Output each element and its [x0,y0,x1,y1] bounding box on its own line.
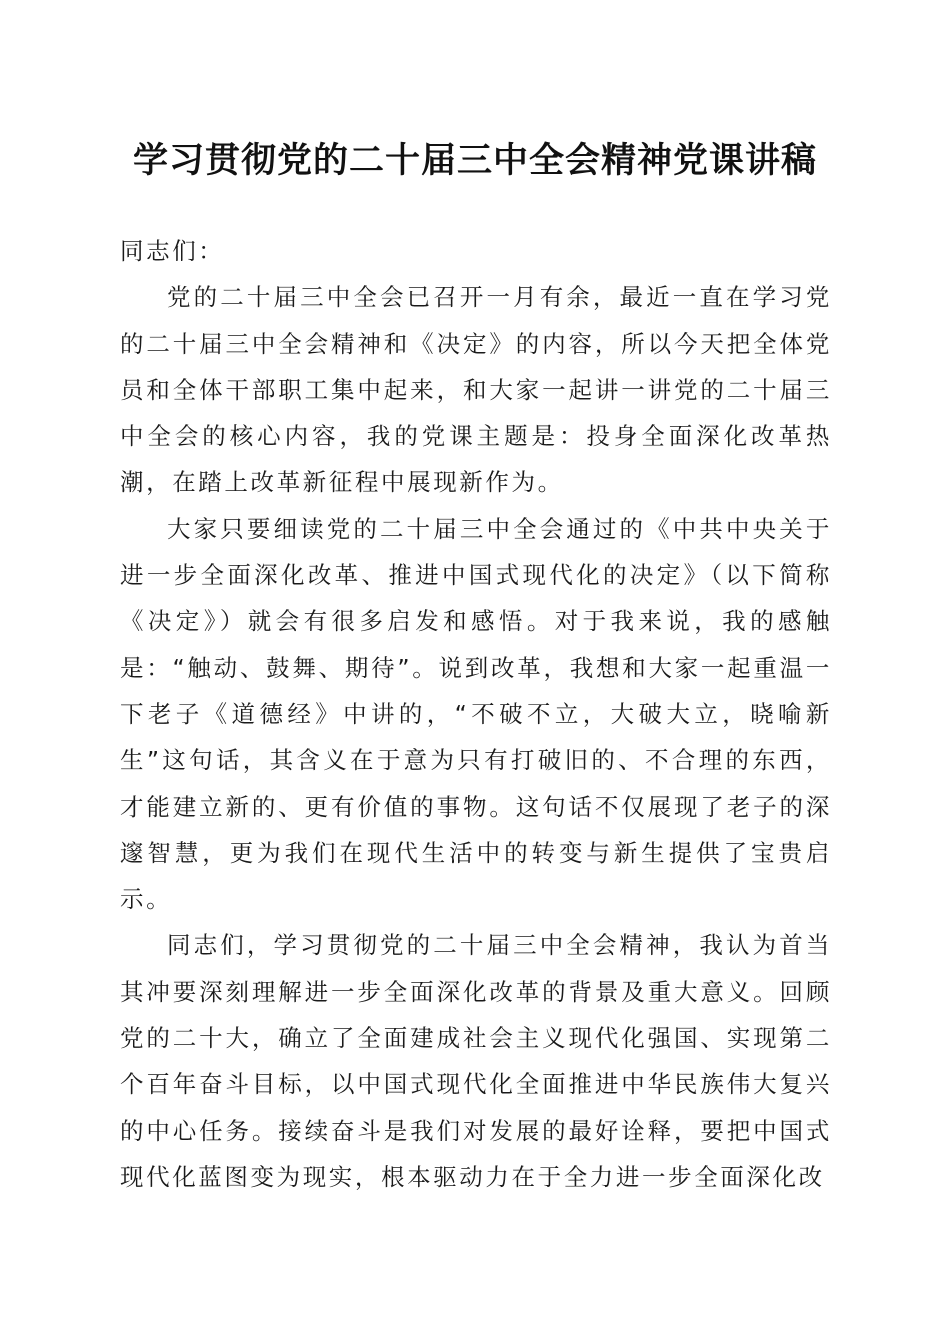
document-body [120,228,832,1200]
paragraph-2: 大家只要细读党的二十届三中全会通过的《中共中央关于进一步全面深化改革、推进中国式现代化的决定》（以下简称《决定》）就会有很多启发和感悟。对于我来说，我的感触是：“触动、鼓舞、期待”。说到改革，我想和大家一起重温一下老子《道德经》中讲的，“不破不立，大破大立，晓喻新生”这句话，其含义在于意为只有打破旧的、不合理的东西，才能建立新的、更有价值的事物。这句话不仅展现了老子的深邃智慧，更为我们在现代生活中的转变与新生提供了宝贵启示。 [120,514,832,914]
paragraph-3: 同志们，学习贯彻党的二十届三中全会精神，我认为首当其冲要深刻理解进一步全面深化改革的背景及重大意义。回顾党的二十大，确立了全面建成社会主义现代化强国、实现第二个百年奋斗目标，以中国式现代化全面推进中华民族伟大复兴的中心任务。接续奋斗是我们对发展的最好诠释，要把中国式现代化蓝图变为现实，根本驱动力在于全力进一步全面深化改 [120,931,832,1191]
salutation: 同志们： [120,237,225,265]
document-title: 学习贯彻党的二十届三中全会精神党课讲稿 [132,140,817,181]
paragraph-1: 党的二十届三中全会已召开一月有余，最近一直在学习党的二十届三中全会精神和《决定》的内容，所以今天把全体党员和全体干部职工集中起来，和大家一起讲一讲党的二十届三中全会的核心内容，我的党课主题是：投身全面深化改革热潮，在踏上改革新征程中展现新作为。 [120,283,832,497]
